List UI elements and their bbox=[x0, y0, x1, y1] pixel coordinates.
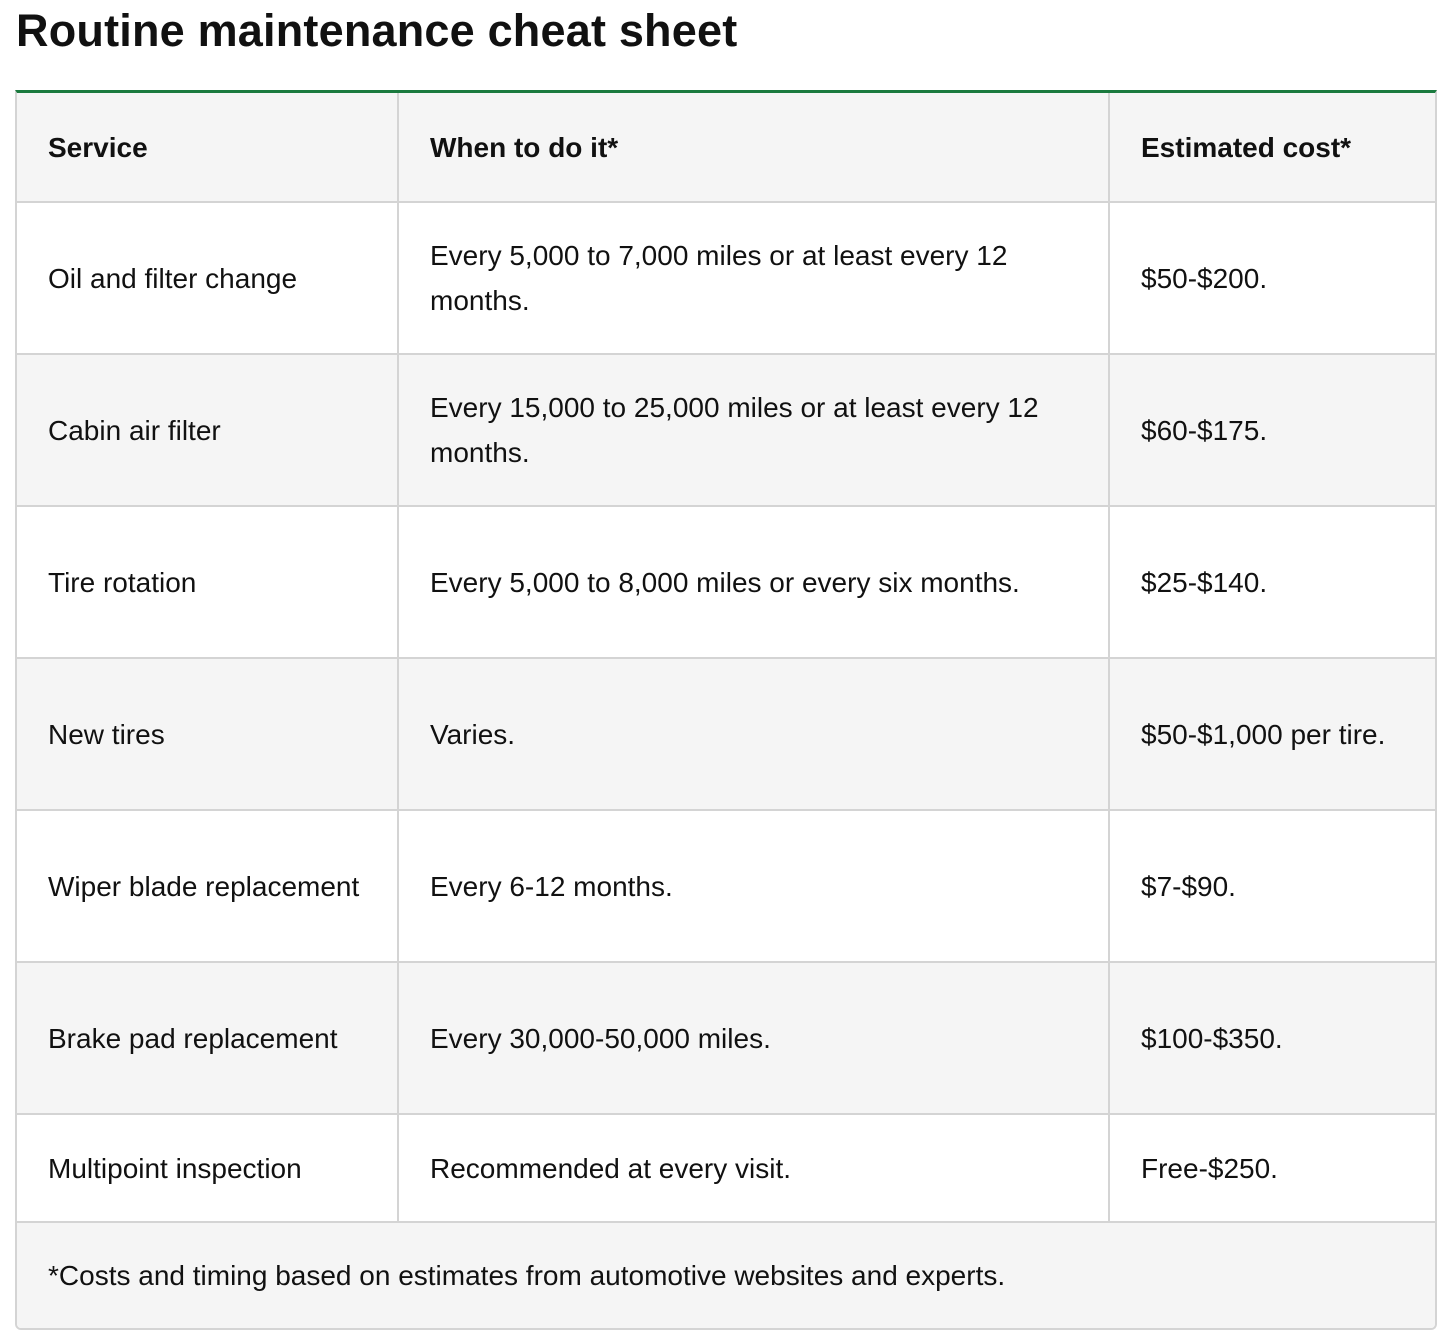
table-row bbox=[17, 506, 1435, 658]
cell-cost: $60-$175. bbox=[1109, 354, 1435, 506]
cell-when: Every 30,000-50,000 miles. bbox=[398, 962, 1109, 1114]
cell-service: Multipoint inspection bbox=[17, 1114, 398, 1222]
maintenance-table-container bbox=[15, 90, 1437, 1330]
column-header-service: Service bbox=[17, 93, 398, 202]
table-row bbox=[17, 810, 1435, 962]
table-row bbox=[17, 202, 1435, 354]
cell-cost: $50-$1,000 per tire. bbox=[1109, 658, 1435, 810]
cell-when: Every 15,000 to 25,000 miles or at least every 12 months. bbox=[398, 354, 1109, 506]
cell-when: Recommended at every visit. bbox=[398, 1114, 1109, 1222]
table-row bbox=[17, 1114, 1435, 1222]
page-title: Routine maintenance cheat sheet bbox=[16, 5, 738, 56]
cell-service: Brake pad replacement bbox=[17, 962, 398, 1114]
cell-service: Wiper blade replacement bbox=[17, 810, 398, 962]
cell-when: Every 6-12 months. bbox=[398, 810, 1109, 962]
cell-cost: $25-$140. bbox=[1109, 506, 1435, 658]
cell-service: New tires bbox=[17, 658, 398, 810]
table-row bbox=[17, 354, 1435, 506]
cell-cost: $7-$90. bbox=[1109, 810, 1435, 962]
table-header-row bbox=[17, 93, 1435, 202]
cell-service: Cabin air filter bbox=[17, 354, 398, 506]
table-footnote: *Costs and timing based on estimates from automotive websites and experts. bbox=[17, 1223, 1435, 1328]
cell-when: Every 5,000 to 7,000 miles or at least every 12 months. bbox=[398, 202, 1109, 354]
column-header-cost: Estimated cost* bbox=[1109, 93, 1435, 202]
maintenance-table bbox=[17, 93, 1435, 1223]
cell-when: Varies. bbox=[398, 658, 1109, 810]
table-row bbox=[17, 962, 1435, 1114]
cell-service: Oil and filter change bbox=[17, 202, 398, 354]
column-header-when: When to do it* bbox=[398, 93, 1109, 202]
cell-cost: $100-$350. bbox=[1109, 962, 1435, 1114]
table-row bbox=[17, 658, 1435, 810]
cell-cost: Free-$250. bbox=[1109, 1114, 1435, 1222]
cell-service: Tire rotation bbox=[17, 506, 398, 658]
cell-when: Every 5,000 to 8,000 miles or every six months. bbox=[398, 506, 1109, 658]
cell-cost: $50-$200. bbox=[1109, 202, 1435, 354]
